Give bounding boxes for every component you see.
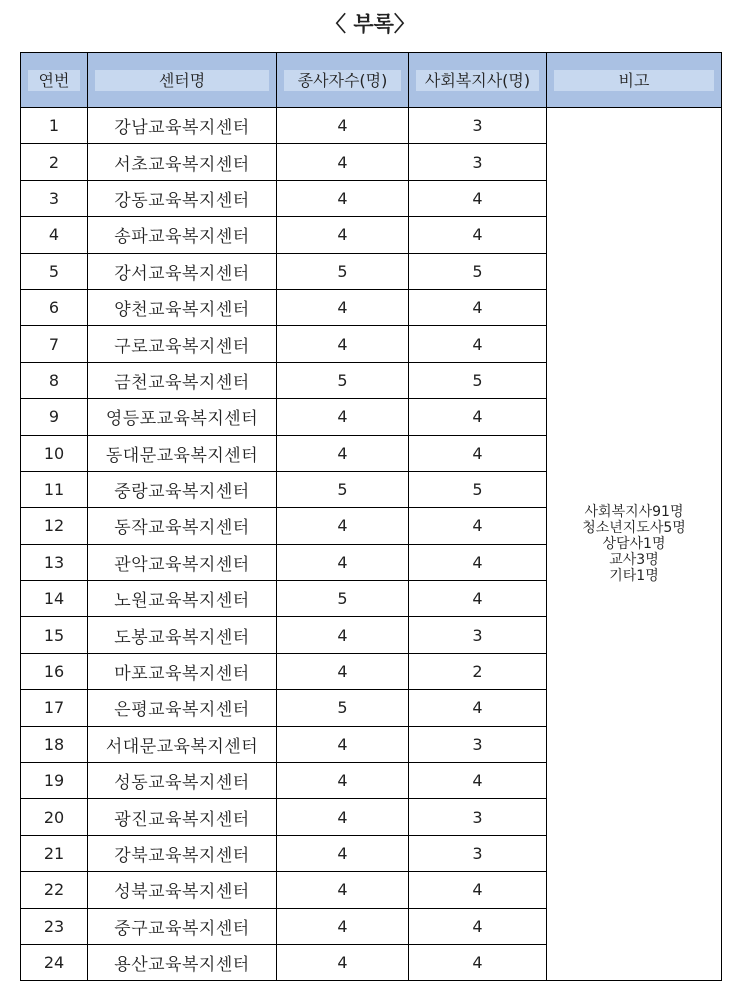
table-row xyxy=(21,108,722,144)
social-worker-count: 4 xyxy=(409,908,547,944)
social-worker-count: 4 xyxy=(409,399,547,435)
staff-count: 4 xyxy=(277,763,409,799)
row-number: 2 xyxy=(21,144,88,180)
center-name: 중랑교육복지센터 xyxy=(88,471,277,507)
center-name: 관악교육복지센터 xyxy=(88,544,277,580)
social-worker-count: 3 xyxy=(409,108,547,144)
remarks-line: 기타1명 xyxy=(609,568,659,585)
remarks-line: 교사3명 xyxy=(609,552,659,569)
row-number: 11 xyxy=(21,471,88,507)
row-number: 17 xyxy=(21,690,88,726)
social-worker-count: 4 xyxy=(409,435,547,471)
row-number: 24 xyxy=(21,944,88,980)
center-name: 중구교육복지센터 xyxy=(88,908,277,944)
header-staff-count: 종사자수(명) xyxy=(284,70,401,91)
center-name: 강남교육복지센터 xyxy=(88,108,277,144)
row-number: 16 xyxy=(21,653,88,689)
staff-count: 5 xyxy=(277,471,409,507)
center-name: 금천교육복지센터 xyxy=(88,362,277,398)
staff-count: 4 xyxy=(277,799,409,835)
center-name: 강동교육복지센터 xyxy=(88,180,277,216)
center-name: 동작교육복지센터 xyxy=(88,508,277,544)
row-number: 13 xyxy=(21,544,88,580)
center-name: 은평교육복지센터 xyxy=(88,690,277,726)
row-number: 15 xyxy=(21,617,88,653)
center-name: 광진교육복지센터 xyxy=(88,799,277,835)
header-remarks: 비고 xyxy=(554,70,714,91)
header-cell xyxy=(547,53,722,108)
social-worker-count: 3 xyxy=(409,799,547,835)
staff-count: 4 xyxy=(277,944,409,980)
staff-count: 4 xyxy=(277,544,409,580)
row-number: 14 xyxy=(21,581,88,617)
row-number: 22 xyxy=(21,872,88,908)
row-number: 9 xyxy=(21,399,88,435)
row-number: 21 xyxy=(21,835,88,871)
staff-count: 4 xyxy=(277,289,409,325)
row-number: 18 xyxy=(21,726,88,762)
social-worker-count: 4 xyxy=(409,289,547,325)
social-worker-count: 4 xyxy=(409,872,547,908)
social-worker-count: 4 xyxy=(409,944,547,980)
center-name: 동대문교육복지센터 xyxy=(88,435,277,471)
social-worker-count: 3 xyxy=(409,617,547,653)
social-worker-count: 4 xyxy=(409,763,547,799)
social-worker-count: 4 xyxy=(409,508,547,544)
social-worker-count: 4 xyxy=(409,326,547,362)
social-worker-count: 4 xyxy=(409,217,547,253)
center-name: 구로교육복지센터 xyxy=(88,326,277,362)
staff-count: 4 xyxy=(277,108,409,144)
social-worker-count: 5 xyxy=(409,362,547,398)
social-worker-count: 4 xyxy=(409,180,547,216)
staff-count: 4 xyxy=(277,872,409,908)
header-cell xyxy=(21,53,88,108)
social-worker-count: 3 xyxy=(409,726,547,762)
staff-count: 4 xyxy=(277,180,409,216)
center-name: 성북교육복지센터 xyxy=(88,872,277,908)
social-worker-count: 4 xyxy=(409,690,547,726)
row-number: 8 xyxy=(21,362,88,398)
row-number: 5 xyxy=(21,253,88,289)
row-number: 12 xyxy=(21,508,88,544)
remarks-line: 사회복지사91명 xyxy=(584,504,684,521)
center-name: 노원교육복지센터 xyxy=(88,581,277,617)
row-number: 20 xyxy=(21,799,88,835)
row-number: 23 xyxy=(21,908,88,944)
header-cell xyxy=(88,53,277,108)
staff-count: 4 xyxy=(277,653,409,689)
social-worker-count: 4 xyxy=(409,581,547,617)
remarks-line: 청소년지도사5명 xyxy=(582,520,686,537)
social-worker-count: 5 xyxy=(409,471,547,507)
social-worker-count: 4 xyxy=(409,544,547,580)
staff-count: 4 xyxy=(277,908,409,944)
row-number: 6 xyxy=(21,289,88,325)
staff-count: 5 xyxy=(277,253,409,289)
row-number: 10 xyxy=(21,435,88,471)
staff-count: 4 xyxy=(277,435,409,471)
staff-count: 4 xyxy=(277,217,409,253)
center-name: 송파교육복지센터 xyxy=(88,217,277,253)
row-number: 19 xyxy=(21,763,88,799)
center-table xyxy=(20,52,722,981)
social-worker-count: 5 xyxy=(409,253,547,289)
center-name: 마포교육복지센터 xyxy=(88,653,277,689)
header-center-name: 센터명 xyxy=(95,70,269,91)
staff-count: 5 xyxy=(277,690,409,726)
remarks-line: 상담사1명 xyxy=(602,536,666,553)
page-title: 〈 부록〉 xyxy=(325,11,415,36)
header-number: 연번 xyxy=(28,70,80,91)
staff-count: 4 xyxy=(277,326,409,362)
staff-count: 4 xyxy=(277,835,409,871)
staff-count: 4 xyxy=(277,726,409,762)
center-name: 서대문교육복지센터 xyxy=(88,726,277,762)
row-number: 7 xyxy=(21,326,88,362)
center-name: 도봉교육복지센터 xyxy=(88,617,277,653)
row-number: 1 xyxy=(21,108,88,144)
social-worker-count: 3 xyxy=(409,835,547,871)
center-name: 강서교육복지센터 xyxy=(88,253,277,289)
center-name: 용산교육복지센터 xyxy=(88,944,277,980)
header-social-worker-count: 사회복지사(명) xyxy=(416,70,539,91)
row-number: 4 xyxy=(21,217,88,253)
staff-count: 5 xyxy=(277,581,409,617)
header-row xyxy=(21,53,722,108)
staff-count: 4 xyxy=(277,144,409,180)
center-name: 영등포교육복지센터 xyxy=(88,399,277,435)
social-worker-count: 3 xyxy=(409,144,547,180)
center-name: 성동교육복지센터 xyxy=(88,763,277,799)
staff-count: 4 xyxy=(277,399,409,435)
header-cell xyxy=(409,53,547,108)
remarks-cell xyxy=(547,108,722,981)
staff-count: 4 xyxy=(277,617,409,653)
social-worker-count: 2 xyxy=(409,653,547,689)
staff-count: 4 xyxy=(277,508,409,544)
row-number: 3 xyxy=(21,180,88,216)
header-cell xyxy=(277,53,409,108)
center-name: 서초교육복지센터 xyxy=(88,144,277,180)
center-name: 강북교육복지센터 xyxy=(88,835,277,871)
staff-count: 5 xyxy=(277,362,409,398)
center-name: 양천교육복지센터 xyxy=(88,289,277,325)
